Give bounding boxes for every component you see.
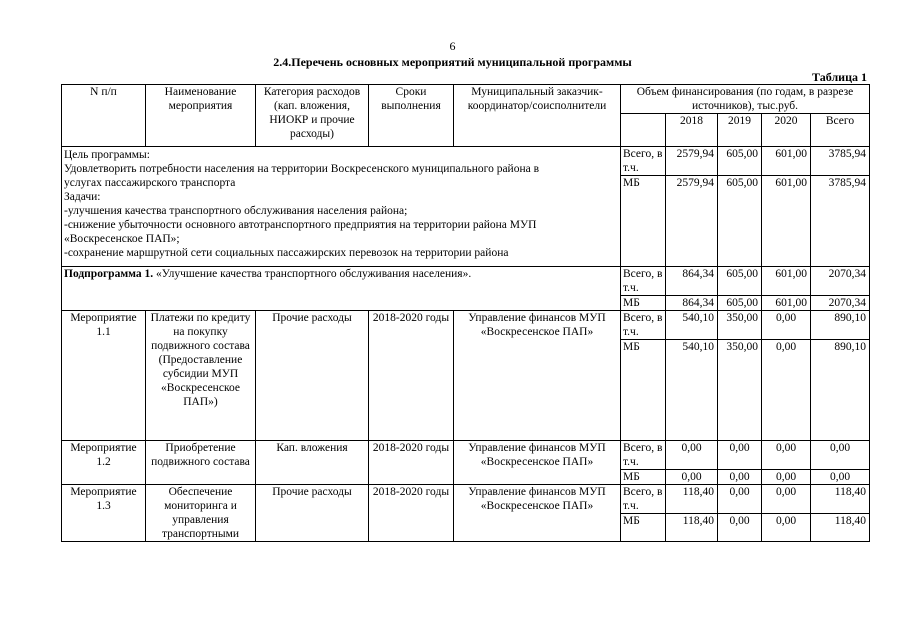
- activity-name: Обеспечение мониторинга и управления транспортными: [146, 485, 256, 542]
- activity-customer: Управление финансов МУП «Воскресенское ПАП»: [454, 485, 621, 542]
- header-year-2018: 2018: [666, 114, 718, 147]
- header-source-blank: [621, 114, 666, 147]
- value-cell: 0,00: [811, 470, 870, 485]
- subprogram-text: «Улучшение качества транспортного обслуживания населения».: [153, 268, 472, 280]
- goal-line: Удовлетворить потребности населения на территории Воскресенского муниципального района в: [64, 163, 540, 175]
- header-category: Категория расходов (кап. вложения, НИОКР и прочие расходы): [256, 85, 369, 147]
- activity-category: Прочие расходы: [256, 485, 369, 542]
- value-cell: 118,40: [811, 514, 870, 542]
- header-total: Всего: [811, 114, 870, 147]
- value-cell: 601,00: [762, 147, 811, 176]
- source-label: Всего, в т.ч.: [621, 441, 666, 470]
- source-label: Всего, в т.ч.: [621, 485, 666, 514]
- value-cell: 605,00: [718, 176, 762, 267]
- source-label: Всего, в т.ч.: [621, 267, 666, 296]
- source-label: МБ: [621, 340, 666, 441]
- value-cell: 540,10: [666, 311, 718, 340]
- header-name: Наименование мероприятия: [146, 85, 256, 147]
- page-number: 6: [449, 39, 456, 53]
- activity-name: Платежи по кредиту на покупку подвижного состава (Предоставление субсидии МУП «Воскресенское ПАП»): [146, 311, 256, 441]
- value-cell: 0,00: [762, 311, 811, 340]
- goal-text: [62, 147, 621, 267]
- goal-line: Цель программы:: [64, 149, 150, 161]
- value-cell: 118,40: [811, 485, 870, 514]
- activities-table: [61, 84, 870, 542]
- header-customer: Муниципальный заказчик-координатор/соисполнители: [454, 85, 621, 147]
- value-cell: 3785,94: [811, 147, 870, 176]
- activity-name: Приобретение подвижного состава: [146, 441, 256, 485]
- goal-line: -снижение убыточности основного автотранспортного предприятия на территории района МУП: [64, 219, 537, 231]
- value-cell: 0,00: [666, 441, 718, 470]
- value-cell: 890,10: [811, 311, 870, 340]
- source-label: МБ: [621, 514, 666, 542]
- header-year-2019: 2019: [718, 114, 762, 147]
- value-cell: 601,00: [762, 296, 811, 311]
- subprogram-title: [62, 267, 621, 311]
- value-cell: 605,00: [718, 296, 762, 311]
- subprogram-total-row: [62, 267, 870, 296]
- activity-number: Мероприятие 1.3: [62, 485, 146, 542]
- value-cell: 0,00: [762, 485, 811, 514]
- activity-category: Прочие расходы: [256, 311, 369, 441]
- subprogram-label: Подпрограмма 1.: [64, 268, 154, 280]
- value-cell: 2070,34: [811, 296, 870, 311]
- value-cell: 864,34: [666, 267, 718, 296]
- value-cell: 0,00: [718, 441, 762, 470]
- source-label: МБ: [621, 470, 666, 485]
- value-cell: 2579,94: [666, 147, 718, 176]
- value-cell: 3785,94: [811, 176, 870, 267]
- header-funding: Объем финансирования (по годам, в разрезе источников), тыс.руб.: [621, 85, 870, 114]
- value-cell: 864,34: [666, 296, 718, 311]
- source-label: МБ: [621, 176, 666, 267]
- table-label: Таблица 1: [812, 70, 867, 84]
- value-cell: 0,00: [762, 340, 811, 441]
- value-cell: 0,00: [718, 470, 762, 485]
- value-cell: 601,00: [762, 267, 811, 296]
- activity-total-row: [62, 485, 870, 514]
- source-label: Всего, в т.ч.: [621, 311, 666, 340]
- value-cell: 0,00: [718, 485, 762, 514]
- activity-total-row: [62, 441, 870, 470]
- activity-terms: 2018-2020 годы: [369, 485, 454, 542]
- value-cell: 0,00: [811, 441, 870, 470]
- value-cell: 605,00: [718, 267, 762, 296]
- value-cell: 0,00: [762, 470, 811, 485]
- activity-number: Мероприятие 1.2: [62, 441, 146, 485]
- activity-terms: 2018-2020 годы: [369, 441, 454, 485]
- header-terms: Сроки выполнения: [369, 85, 454, 147]
- header-num: N п/п: [62, 85, 146, 147]
- value-cell: 540,10: [666, 340, 718, 441]
- value-cell: 0,00: [762, 514, 811, 542]
- value-cell: 2579,94: [666, 176, 718, 267]
- header-row: [62, 85, 870, 114]
- value-cell: 118,40: [666, 514, 718, 542]
- activity-total-row: [62, 311, 870, 340]
- value-cell: 0,00: [762, 441, 811, 470]
- value-cell: 350,00: [718, 311, 762, 340]
- value-cell: 350,00: [718, 340, 762, 441]
- activity-terms: 2018-2020 годы: [369, 311, 454, 441]
- value-cell: 0,00: [666, 470, 718, 485]
- goal-line: -сохранение маршрутной сети социальных пассажирских перевозок на территории района: [64, 247, 509, 259]
- source-label: Всего, в т.ч.: [621, 147, 666, 176]
- value-cell: 601,00: [762, 176, 811, 267]
- value-cell: 605,00: [718, 147, 762, 176]
- activity-customer: Управление финансов МУП «Воскресенское ПАП»: [454, 311, 621, 441]
- goal-line: «Воскресенское ПАП»;: [64, 233, 180, 245]
- value-cell: 0,00: [718, 514, 762, 542]
- value-cell: 118,40: [666, 485, 718, 514]
- activity-customer: Управление финансов МУП «Воскресенское ПАП»: [454, 441, 621, 485]
- goal-total-row: [62, 147, 870, 176]
- header-year-2020: 2020: [762, 114, 811, 147]
- goal-line: услугах пассажирского транспорта: [64, 177, 236, 189]
- activity-category: Кап. вложения: [256, 441, 369, 485]
- goal-line: Задачи:: [64, 191, 101, 203]
- value-cell: 2070,34: [811, 267, 870, 296]
- goal-line: -улучшения качества транспортного обслуживания населения района;: [64, 205, 408, 217]
- section-title: 2.4.Перечень основных мероприятий муниципальной программы: [273, 55, 632, 69]
- source-label: МБ: [621, 296, 666, 311]
- activity-number: Мероприятие 1.1: [62, 311, 146, 441]
- value-cell: 890,10: [811, 340, 870, 441]
